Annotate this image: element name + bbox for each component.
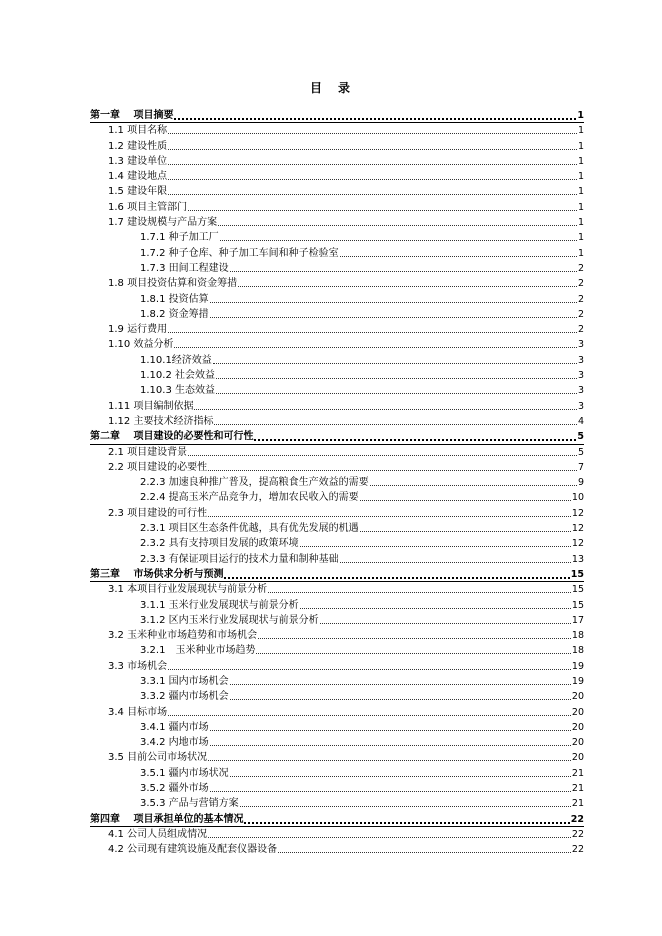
toc-entry-label: 1.7.3 田间工程建设 — [140, 262, 229, 274]
toc-entry-label: 3.1.2 区内玉米行业发展现状与前景分析 — [140, 614, 319, 626]
table-of-contents — [90, 108, 584, 858]
toc-entry[interactable] — [90, 399, 584, 414]
toc-entry-label: 2.2.4 提高玉米产品竞争力，增加农民收入的需要 — [140, 492, 359, 504]
toc-entry-page: 20 — [571, 737, 584, 749]
toc-entry-label: 3.4.1 疆内市场 — [140, 721, 209, 733]
chapter-rule — [90, 581, 584, 582]
dot-leader — [320, 613, 571, 624]
dot-leader — [210, 307, 577, 318]
toc-entry-label: 1.8.1 投资估算 — [140, 293, 209, 305]
dot-leader — [168, 184, 577, 195]
toc-entry[interactable] — [90, 506, 584, 521]
chapter-rule — [90, 122, 584, 123]
toc-entry-label: 3.2 玉米种业市场趋势和市场机会 — [108, 630, 258, 642]
toc-entry[interactable] — [90, 383, 584, 398]
toc-entry-page: 1 — [577, 186, 584, 198]
toc-entry[interactable] — [90, 628, 584, 643]
toc-entry-page: 22 — [570, 813, 584, 825]
dot-leader — [240, 796, 571, 807]
dot-leader — [300, 598, 571, 609]
dot-leader — [254, 429, 576, 441]
toc-entry[interactable] — [90, 414, 584, 429]
toc-entry-page: 3 — [577, 400, 584, 412]
toc-entry-label: 1.2 建设性质 — [108, 140, 168, 152]
toc-entry-page: 22 — [571, 844, 584, 856]
toc-entry[interactable] — [90, 674, 584, 689]
dot-leader — [168, 154, 577, 165]
toc-entry-label: 1.8.2 资金筹措 — [140, 308, 209, 320]
toc-entry[interactable] — [90, 154, 584, 169]
toc-entry-page: 1 — [577, 201, 584, 213]
toc-entry-label: 3.3.1 国内市场机会 — [140, 675, 229, 687]
toc-entry-label: 3.5.1 疆内市场状况 — [140, 767, 229, 779]
toc-entry-label: 1.10.1经济效益 — [140, 354, 212, 366]
toc-entry-page: 19 — [571, 660, 584, 672]
toc-entry-label: 2.3 项目建设的可行性 — [108, 507, 208, 519]
toc-entry[interactable] — [90, 781, 584, 796]
toc-entry-page: 1 — [577, 110, 584, 121]
toc-entry-page: 2 — [577, 293, 584, 305]
toc-entry-page: 3 — [577, 385, 584, 397]
toc-entry-page: 12 — [571, 523, 584, 535]
dot-leader — [360, 490, 571, 501]
toc-entry[interactable] — [90, 750, 584, 765]
toc-entry-label: 第四章 项目承担单位的基本情况 — [90, 813, 244, 825]
dot-leader — [278, 842, 571, 853]
toc-entry-page: 15 — [570, 568, 584, 580]
toc-entry-label: 3.5.2 疆外市场 — [140, 783, 209, 795]
toc-entry-label: 1.7.1 种子加工厂 — [140, 232, 219, 244]
dot-leader — [360, 521, 571, 532]
toc-entry-page: 1 — [577, 217, 584, 229]
toc-entry-label: 1.3 建设单位 — [108, 155, 168, 167]
chapter-rule — [90, 444, 584, 445]
toc-entry-page: 1 — [577, 155, 584, 167]
toc-entry[interactable] — [90, 582, 584, 597]
toc-entry-page: 21 — [571, 798, 584, 810]
toc-entry-page: 21 — [571, 767, 584, 779]
toc-entry-page: 15 — [571, 599, 584, 611]
toc-entry[interactable] — [90, 123, 584, 138]
toc-entry-page: 9 — [577, 477, 584, 489]
toc-entry-label: 第三章 市场供求分析与预测 — [90, 568, 224, 580]
dot-leader — [168, 659, 571, 670]
dot-leader — [210, 720, 571, 731]
toc-entry-label: 2.3.2 具有支持项目发展的政策环境 — [140, 538, 299, 550]
toc-entry-page: 1 — [577, 125, 584, 137]
toc-entry-label: 1.7.2 种子仓库、种子加工车间和种子检验室 — [140, 247, 339, 259]
toc-entry-page: 12 — [571, 538, 584, 550]
toc-entry[interactable] — [90, 613, 584, 628]
toc-entry-page: 3 — [577, 354, 584, 366]
toc-entry-label: 第二章 项目建设的必要性和可行性 — [90, 431, 254, 443]
dot-leader — [268, 582, 571, 593]
toc-entry-page: 1 — [577, 171, 584, 183]
toc-entry-page: 15 — [571, 584, 584, 596]
toc-entry-label: 1.10.2 社会效益 — [140, 370, 215, 382]
toc-entry-page: 22 — [571, 828, 584, 840]
toc-entry-label: 1.10 效益分析 — [108, 339, 174, 351]
toc-entry-label: 2.2 项目建设的必要性 — [108, 461, 208, 473]
toc-entry-label: 1.11 项目编制依据 — [108, 400, 194, 412]
dot-leader — [168, 139, 577, 150]
toc-entry[interactable] — [90, 689, 584, 704]
toc-entry[interactable] — [90, 552, 584, 567]
dot-leader — [340, 552, 571, 563]
toc-entry[interactable] — [90, 842, 584, 857]
toc-entry[interactable] — [90, 322, 584, 337]
dot-leader — [174, 108, 576, 120]
dot-leader — [210, 735, 571, 746]
toc-entry[interactable] — [90, 643, 584, 658]
toc-chapter-entry[interactable] — [90, 108, 584, 123]
dot-leader — [168, 123, 577, 134]
toc-entry-page: 1 — [577, 140, 584, 152]
toc-entry[interactable] — [90, 490, 584, 505]
toc-entry-label: 1.7 建设规模与产品方案 — [108, 217, 218, 229]
chapter-rule — [90, 826, 584, 827]
toc-entry-page: 12 — [571, 507, 584, 519]
toc-entry-label: 3.4 目标市场 — [108, 706, 168, 718]
dot-leader — [224, 567, 569, 579]
toc-entry-page: 17 — [571, 614, 584, 626]
toc-entry-label: 2.1 项目建设背景 — [108, 446, 188, 458]
dot-leader — [213, 353, 577, 364]
toc-entry-label: 4.2 公司现有建筑设施及配套仪器设备 — [108, 844, 278, 856]
toc-entry[interactable] — [90, 246, 584, 261]
toc-entry[interactable] — [90, 827, 584, 842]
toc-entry-label: 1.1 项目名称 — [108, 125, 168, 137]
toc-entry-label: 2.2.3 加速良种推广普及，提高粮食生产效益的需要 — [140, 477, 369, 489]
toc-entry-label: 3.5.3 产品与营销方案 — [140, 798, 239, 810]
toc-entry[interactable] — [90, 169, 584, 184]
toc-entry[interactable] — [90, 276, 584, 291]
toc-entry-label: 4.1 公司人员组成情况 — [108, 828, 208, 840]
toc-entry[interactable] — [90, 307, 584, 322]
toc-chapter-entry[interactable] — [90, 429, 584, 444]
toc-entry-label: 1.9 运行费用 — [108, 324, 168, 336]
toc-entry[interactable] — [90, 766, 584, 781]
toc-entry[interactable] — [90, 705, 584, 720]
toc-entry[interactable] — [90, 139, 584, 154]
dot-leader — [208, 827, 571, 838]
toc-entry-page: 5 — [577, 446, 584, 458]
toc-entry-page: 19 — [571, 675, 584, 687]
dot-leader — [214, 414, 577, 425]
toc-entry[interactable] — [90, 353, 584, 368]
toc-entry-label: 1.12 主要技术经济指标 — [108, 415, 214, 427]
toc-entry-label: 1.6 项目主管部门 — [108, 201, 188, 213]
dot-leader — [230, 674, 571, 685]
dot-leader — [244, 812, 569, 824]
toc-entry-page: 2 — [577, 278, 584, 290]
dot-leader — [230, 261, 577, 272]
toc-entry[interactable] — [90, 215, 584, 230]
toc-entry-label: 3.3 市场机会 — [108, 660, 168, 672]
toc-entry[interactable] — [90, 261, 584, 276]
dot-leader — [300, 536, 571, 547]
toc-entry-label: 1.8 项目投资估算和资金筹措 — [108, 278, 238, 290]
dot-leader — [194, 399, 577, 410]
toc-entry-page: 10 — [571, 492, 584, 504]
toc-entry-page: 2 — [577, 308, 584, 320]
toc-entry-page: 5 — [577, 431, 584, 443]
toc-entry-label: 2.3.1 项目区生态条件优越，具有优先发展的机遇 — [140, 523, 359, 535]
toc-entry-page: 1 — [577, 232, 584, 244]
toc-entry-page: 18 — [571, 630, 584, 642]
dot-leader — [188, 200, 577, 211]
toc-entry-label: 3.5 目前公司市场状况 — [108, 752, 208, 764]
toc-entry[interactable] — [90, 337, 584, 352]
toc-entry[interactable] — [90, 796, 584, 811]
dot-leader — [188, 445, 577, 456]
dot-leader — [218, 215, 577, 226]
dot-leader — [168, 322, 577, 333]
toc-entry-page: 20 — [571, 691, 584, 703]
dot-leader — [208, 506, 571, 517]
toc-entry-page: 20 — [571, 752, 584, 764]
toc-entry-label: 2.3.3 有保证项目运行的技术力量和制种基础 — [140, 553, 339, 565]
toc-entry-page: 3 — [577, 370, 584, 382]
dot-leader — [220, 230, 577, 241]
toc-entry[interactable] — [90, 521, 584, 536]
toc-chapter-entry[interactable] — [90, 812, 584, 827]
toc-entry[interactable] — [90, 445, 584, 460]
toc-entry[interactable] — [90, 200, 584, 215]
toc-entry-page: 2 — [577, 262, 584, 274]
toc-chapter-entry[interactable] — [90, 567, 584, 582]
toc-entry[interactable] — [90, 475, 584, 490]
dot-leader — [340, 246, 577, 257]
toc-entry-label: 1.5 建设年限 — [108, 186, 168, 198]
toc-title: 目 录 — [309, 81, 352, 95]
toc-entry-page: 3 — [577, 339, 584, 351]
toc-entry-page: 20 — [571, 706, 584, 718]
toc-entry-page: 13 — [571, 553, 584, 565]
toc-entry-page: 20 — [571, 721, 584, 733]
toc-entry-label: 1.4 建设地点 — [108, 171, 168, 183]
toc-entry[interactable] — [90, 184, 584, 199]
toc-entry-label: 3.4.2 内地市场 — [140, 737, 209, 749]
dot-leader — [216, 368, 577, 379]
toc-entry-label: 3.1.1 玉米行业发展现状与前景分析 — [140, 599, 299, 611]
dot-leader — [256, 643, 570, 654]
toc-entry-page: 2 — [577, 324, 584, 336]
dot-leader — [168, 705, 571, 716]
toc-entry[interactable] — [90, 735, 584, 750]
dot-leader — [370, 475, 577, 486]
toc-entry[interactable] — [90, 659, 584, 674]
toc-entry[interactable] — [90, 230, 584, 245]
dot-leader — [210, 292, 577, 303]
dot-leader — [258, 628, 571, 639]
dot-leader — [208, 460, 577, 471]
toc-entry-label: 3.3.2 疆内市场机会 — [140, 691, 229, 703]
dot-leader — [238, 276, 577, 287]
toc-entry-label: 1.10.3 生态效益 — [140, 385, 215, 397]
toc-entry-page: 4 — [577, 415, 584, 427]
toc-entry-page: 21 — [571, 783, 584, 795]
toc-entry[interactable] — [90, 598, 584, 613]
toc-entry-label: 3.2.1 玉米种业市场趋势 — [140, 645, 256, 657]
toc-entry[interactable] — [90, 292, 584, 307]
toc-entry[interactable] — [90, 720, 584, 735]
dot-leader — [230, 766, 571, 777]
toc-entry-label: 第一章 项目摘要 — [90, 110, 174, 121]
toc-entry[interactable] — [90, 368, 584, 383]
dot-leader — [216, 383, 577, 394]
toc-entry-page: 18 — [571, 645, 584, 657]
toc-entry-label: 3.1 本项目行业发展现状与前景分析 — [108, 584, 268, 596]
toc-entry[interactable] — [90, 536, 584, 551]
toc-entry-page: 7 — [577, 461, 584, 473]
dot-leader — [230, 689, 571, 700]
dot-leader — [208, 750, 571, 761]
dot-leader — [210, 781, 571, 792]
toc-entry-page: 1 — [577, 247, 584, 259]
dot-leader — [174, 337, 577, 348]
toc-entry[interactable] — [90, 460, 584, 475]
dot-leader — [168, 169, 577, 180]
